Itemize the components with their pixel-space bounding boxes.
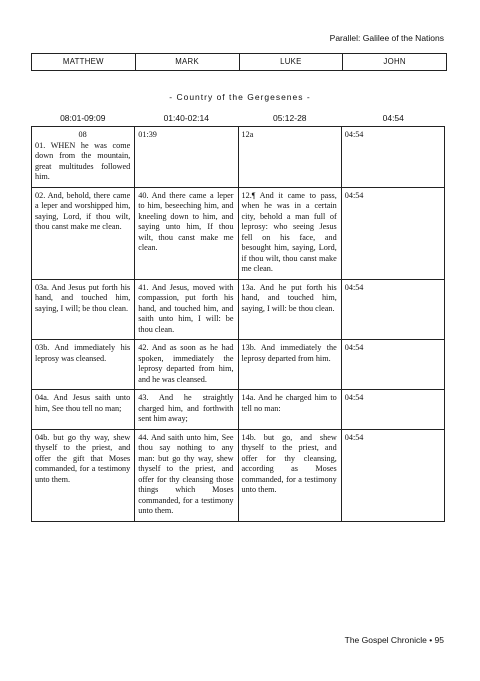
table-row: [32, 279, 445, 340]
table-row: [32, 187, 445, 279]
cell-matthew: 03a. And Jesus put forth his hand, and touched him, saying, I will; be thou clean.: [32, 279, 135, 340]
table-row: [32, 127, 445, 188]
cell-matthew: 03b. And immediately his leprosy was cleansed.: [32, 340, 135, 390]
cell-john: 04:54: [341, 390, 444, 430]
gospel-header-mark: MARK: [136, 54, 240, 70]
cell-mark: 44. And saith unto him, See thou say nothing to any man: but go thy way, shew thyself to the priest, and offer for thy cleansing those things which Moses commanded, for a testimony unto them.: [135, 429, 238, 521]
ref-john: 04:54: [382, 113, 404, 123]
ref-mark: 01:40-02:14: [163, 113, 209, 123]
page-header-title: Parallel: Galilee of the Nations: [329, 33, 444, 43]
verse-text: 01. WHEN he was come down from the mountain, great multitudes followed him.: [35, 140, 131, 181]
gospel-column-headers: [31, 53, 447, 71]
parallel-verses-table: [31, 126, 445, 522]
cell-mark: 41. And Jesus, moved with compassion, put forth his hand, and touched him, and saith unto him, I will: be thou clean.: [135, 279, 238, 340]
cell-mark: 01:39: [135, 127, 238, 188]
cell-luke: 12.¶ And it came to pass, when he was in a certain city, behold a man full of leprosy: who seeing Jesus fell on his face, and besought him, saying, Lord, if thou wilt, thou canst make me clean.: [238, 187, 341, 279]
cell-luke: 13a. And he put forth his hand, and touched him, saying, I will: be thou clean.: [238, 279, 341, 340]
table-row: [32, 340, 445, 390]
cell-luke: 14a. And he charged him to tell no man:: [238, 390, 341, 430]
cell-john: 04:54: [341, 187, 444, 279]
table-row: [32, 429, 445, 521]
table-row: [32, 390, 445, 430]
cell-matthew: [32, 127, 135, 188]
cell-john: 04:54: [341, 340, 444, 390]
chapter-number: 08: [78, 130, 87, 139]
page-footer: The Gospel Chronicle • 95: [344, 635, 444, 645]
cell-mark: 40. And there came a leper to him, beseeching him, and kneeling down to him, and saying unto him, If thou wilt, thou canst make me clean.: [135, 187, 238, 279]
cell-john: 04:54: [341, 429, 444, 521]
ref-matthew: 08:01-09:09: [60, 113, 106, 123]
cell-john: 04:54: [341, 279, 444, 340]
section-title: - Country of the Gergesenes -: [169, 92, 311, 102]
cell-matthew: 04b. but go thy way, shew thyself to the priest, and offer the gift that Moses commanded, for a testimony unto them.: [32, 429, 135, 521]
cell-matthew: 04a. And Jesus saith unto him, See thou tell no man;: [32, 390, 135, 430]
gospel-header-matthew: MATTHEW: [32, 54, 136, 70]
cell-luke: 12a: [238, 127, 341, 188]
cell-matthew: 02. And, behold, there came a leper and worshipped him, saying, Lord, if thou wilt, thou canst make me clean.: [32, 187, 135, 279]
chapter-verse-references: [31, 113, 445, 123]
cell-john: 04:54: [341, 127, 444, 188]
cell-mark: 43. And he straightly charged him, and forthwith sent him away;: [135, 390, 238, 430]
ref-luke: 05:12-28: [272, 113, 307, 123]
gospel-header-luke: LUKE: [240, 54, 344, 70]
gospel-header-john: JOHN: [383, 57, 406, 66]
cell-mark: 42. And as soon as he had spoken, immediately the leprosy departed from him, and he was cleansed.: [135, 340, 238, 390]
cell-luke: 13b. And immediately the leprosy departed from him.: [238, 340, 341, 390]
cell-luke: 14b. but go, and shew thyself to the priest, and offer for thy cleansing, according as Moses commanded, for a testimony unto them.: [238, 429, 341, 521]
